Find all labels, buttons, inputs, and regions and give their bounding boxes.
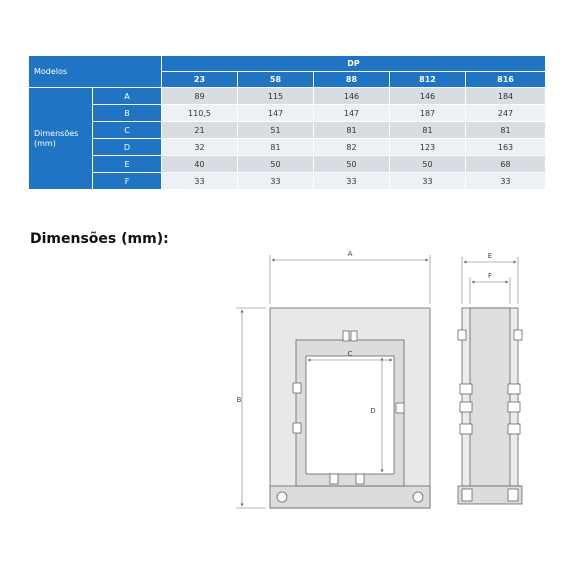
- table-cell: 82: [314, 139, 390, 156]
- dimension-label-a: A: [347, 250, 353, 258]
- model-header-816: 816: [466, 72, 546, 88]
- table-cell: 147: [314, 105, 390, 122]
- table-cell: 163: [466, 139, 546, 156]
- table-cell: 81: [238, 139, 314, 156]
- dimensions-label: Dimensões (mm): [29, 88, 93, 190]
- model-header-812: 812: [390, 72, 466, 88]
- table-cell: 33: [162, 173, 238, 190]
- row-letter: F: [93, 173, 162, 190]
- table-cell: 81: [314, 122, 390, 139]
- table-cell: 89: [162, 88, 238, 105]
- table-cell: 40: [162, 156, 238, 173]
- row-letter: B: [93, 105, 162, 122]
- dimension-label-e: E: [487, 252, 493, 260]
- row-letter: D: [93, 139, 162, 156]
- table-cell: 115: [238, 88, 314, 105]
- table-cell: 146: [314, 88, 390, 105]
- front-view: [270, 308, 430, 508]
- table-cell: 81: [466, 122, 546, 139]
- table-cell: 184: [466, 88, 546, 105]
- model-header-23: 23: [162, 72, 238, 88]
- table-cell: 33: [390, 173, 466, 190]
- table-cell: 146: [390, 88, 466, 105]
- dimension-label-c: C: [347, 350, 353, 358]
- table-cell: 81: [390, 122, 466, 139]
- table-cell: 68: [466, 156, 546, 173]
- table-cell: 50: [238, 156, 314, 173]
- dp-group-header: DP: [162, 56, 546, 72]
- table-cell: 187: [390, 105, 466, 122]
- table-cell: 33: [314, 173, 390, 190]
- dimension-label-d: D: [370, 407, 376, 415]
- model-header-58: 58: [238, 72, 314, 88]
- models-header: Modelos: [29, 56, 162, 88]
- row-letter: E: [93, 156, 162, 173]
- table-cell: 33: [466, 173, 546, 190]
- table-cell: 147: [238, 105, 314, 122]
- table-cell: 21: [162, 122, 238, 139]
- dimension-label-f: F: [487, 272, 493, 280]
- side-view: [458, 308, 522, 504]
- table-cell: 247: [466, 105, 546, 122]
- table-cell: 33: [238, 173, 314, 190]
- dimension-label-b: B: [236, 396, 242, 404]
- table-cell: 50: [314, 156, 390, 173]
- table-cell: 50: [390, 156, 466, 173]
- table-cell: 123: [390, 139, 466, 156]
- section-title: Dimensões (mm):: [30, 231, 169, 247]
- row-letter: C: [93, 122, 162, 139]
- table-cell: 110,5: [162, 105, 238, 122]
- table-cell: 32: [162, 139, 238, 156]
- row-letter: A: [93, 88, 162, 105]
- table-cell: 51: [238, 122, 314, 139]
- model-header-88: 88: [314, 72, 390, 88]
